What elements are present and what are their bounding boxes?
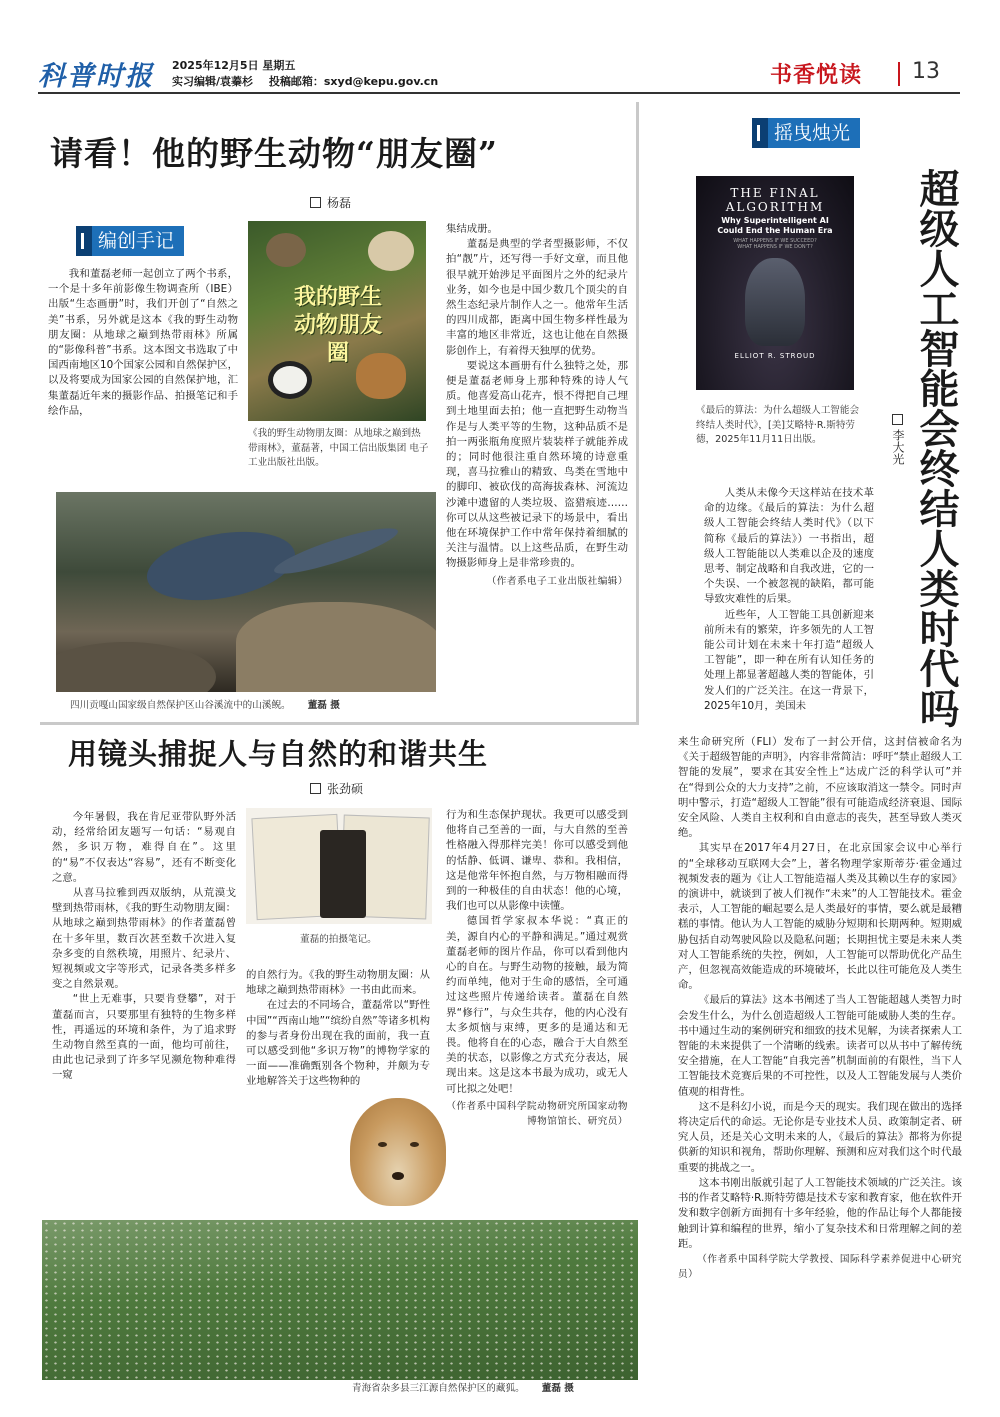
fox-eye [410,1142,419,1147]
article3-col-lower [678,735,962,1282]
paragraph: 近些年，人工智能工具创新迎来前所未有的繁荣，许多领先的人工智能公司计划在未来十年打造“超级人工智能”，即一种在所有认知任务的处理上都显著超越人类的智能体，引发人们的广泛关注。在这一背景下，2025年10月，美国未 [704,608,874,712]
article3-byline [890,414,907,465]
editor-text: 实习编辑/袁蓁杉 [172,75,254,88]
article1-title: 请看！他的野生动物“朋友圈” [50,134,498,173]
caption-text: 四川贡嘎山国家级自然保护区山谷溪流中的山溪鲵。 [70,700,291,711]
cover-animal-shape [368,231,414,271]
paragraph: 今年暑假，我在肯尼亚带队野外活动，经常给团友题写一句话：“易观自然，多识万物，难得自在”。这里的“易”不仅表达“容易”，还有不断变化之意。 [52,811,236,884]
article2-footnote: （作者系中国科学院动物研究所国家动物博物馆馆长、研究员） [446,1100,628,1127]
paragraph: 在过去的不同场合，董磊常以“野性中国”“西南山地”“缤纷自然”等诸多机构的参与者身份出现在我的面前，我一直可以感受到他“多识万物”的博物学家的一面——准确甄别各个物种，并颇为专业地解答关于这些物种的 [246,999,430,1088]
article1-tag-label: 编创手记 [98,230,175,252]
article2-col3 [446,808,628,1129]
byline-box [310,783,321,794]
paragraph: 《最后的算法》这本书阐述了当人工智能超越人类智力时会发生什么，为什么创造超级人工智能可能威胁人类的生存。书中通过生动的案例研究和细致的技术见解，为读者探索人工智能的未来提供了一个清晰的线索。读者可以从书中了解传统安全措施，在人工智能“自我完善”机制面前的有限性，当下人工智能技术竞赛后果的不可控性，以及人工智能发展与人类价值观的相背性。 [678,994,962,1098]
book-small1: WHAT HAPPENS IF WE SUCCEED? [733,238,817,244]
paragraph: 董磊是典型的学者型摄影师，不仅拍“靓”片，还写得一手好文章，而且他很早就开始涉足平面图片之外的纪录片业务，如今也是中国少数几个顶尖的自然生态纪录片制作人之一。他常年生活的四川成都，距离中国生物多样性最为丰富的地区非常近，这也让他在自然摄影创作上，有着得天独厚的优势。 [446,238,628,357]
fox-eye [378,1142,387,1147]
notebook-cover [320,830,366,918]
article3-tag [752,118,860,148]
article2-author: 张劲硕 [327,782,364,796]
article2-col1 [52,810,236,1084]
article1-author: 杨磊 [327,196,352,210]
photo-notebook [246,808,432,924]
masthead-logo: 科普时报 [38,61,154,92]
masthead-rule [38,92,960,94]
notebook-caption: 董磊的拍摄笔记。 [300,934,377,945]
rock-shape [236,602,436,692]
caption-text: 青海省杂多县三江源自然保护区的藏狐。 [352,1383,525,1394]
article1-byline [310,194,351,211]
photo-salamander-caption [70,699,440,714]
paragraph: 这本书刚出版就引起了人工智能技术领域的广泛关注。该书的作者艾略特·R.斯特劳德是技术专家和教育家，他在软件开发和数字创新方面拥有十多年经验，他的作品让每个人都能接触到计算和编程的世界，缩小了复杂技术和日常理解之间的差距。 [678,1176,962,1250]
book-subtitle: Why Superintelligent AI Could End the Human Era [717,216,833,235]
paragraph: 我和董磊老师一起创立了两个书系，一个是十多年前影像生物调查所（IBE）出版“生态画册”时，我们开创了“自然之美”书系，另外就是这本《我的野生动物朋友圈：从地球之巅到热带雨林》所属的“影像科普”书系。这本图文书选取了中国西南地区10个国家公园和自然保护区，以及将要成为国家公园的自然保护地，汇集董磊近年来的摄影作品、拍摄笔记和手绘作品， [48,268,238,417]
masthead-editor [172,73,438,89]
photo-fox-caption [352,1382,574,1397]
article3-author: 李大光 [891,429,905,465]
article3-footnote: （作者系中国科学院大学教授、国际科学素养促进中心研究员） [678,1253,962,1280]
section-title: 书香悦读 [770,63,863,88]
paragraph: 集结成册。 [446,223,498,235]
book-robot-head [745,258,805,346]
book-cover-algorithm [696,176,854,390]
article1-tag [76,226,184,256]
byline-box [892,414,903,425]
article1-col3 [446,222,628,589]
paragraph: 其实早在2017年4月27日，在北京国家会议中心举行的“全球移动互联网大会”上，著名物理学家斯蒂芬·霍金通过视频发表的题为《让人工智能造福人类及其赖以生存的家园》的演讲中，就谈到了被人们视作“未来”的人工智能技术。霍金表示，人工智能的崛起要么是人类最好的事情，要么就是最糟糕的事情。他认为人工智能的威胁分短期和长期两种。短期威胁包括自动驾驶风险以及隐私问题；长期担忧主要是未来人类对人工智能系统的失控，例如，人工智能可以帮助优化产品生产，但忽视高效能造成的环境破坏，长此以往可能危及人类生命。 [678,842,962,992]
article1-footnote: （作者系电子工业出版社编辑） [486,575,628,587]
photo-salamander [56,492,436,692]
masthead-date: 2025年12月5日 星期五 [172,59,296,72]
k-logo-icon [76,226,92,256]
paragraph: 行为和生态保护现状。我更可以感受到他将自己至善的一面，与大自然的至善性格融入得那样完美！你可以感受到他的恬静、低调、谦卑、恭和。我相信，这是他常年怀抱自然，与万物相融而得到的一种极佳的自由状态！他的心境，我们也可以从影像中读懂。 [446,809,628,913]
paragraph: 来生命研究所（FLI）发布了一封公开信，这封信被命名为《关于超级智能的声明》，内容非常简洁：呼吁“禁止超级人工智能的发展”，要求在其安全性上“达成广泛的科学认可”并在“得到公众的大力支持”之前，不应该取消这一禁令。同时声明中警示，打造“超级人工智能”很有可能造成经济衰退、国际安全风险、人类自主权利和自由意志的丧失，甚至导致人类灭绝。 [678,736,962,840]
paragraph: 从喜马拉雅到西双版纳，从荒漠戈壁到热带雨林，《我的野生动物朋友圈：从地球之巅到热带雨林》的作者董磊曾在十多年里，数百次甚至数千次进入复杂多变的自然秩境，用照片、纪录片、短视频或文字等形式，记录各类多样多变之自然景观。 [52,887,236,991]
book-cover-wildlife [248,221,426,421]
paragraph: 要说这本画册有什么独特之处，那便是董磊老师身上那种特殊的诗人气质。他喜爱高山花卉，恨不得把自己埋到土地里面去拍；他一直把野生动物当作是与人类平等的生物，这种品质不是拍一两张瓶角度照片装装样子就能养成的；同时他很注重自然环境的诗意重现，喜马拉雅山的精致、鸟类在雪地中的脚印、被砍伐的高海拔森林、河流边沙滩中遗留的人类垃圾、盗猎痕迹……你可以从这些被记录下的场景中，看出他在环境保护工作中常年保持着细腻的关注与温情。以上这些品质，在野生动物摄影师身上是非常珍贵的。 [446,359,628,570]
book-title-line1: THE FINAL [730,186,820,200]
section-divider [898,62,900,86]
paragraph: 人类从未像今天这样站在技术革命的边缘。《最后的算法：为什么超级人工智能会终结人类时代》（以下简称《最后的算法》）一书指出，超级人工智能能以人类难以企及的速度思考、制定战略和自我改进，它的一个失误、一个被忽视的缺陷，都可能导致灾难性的后果。 [704,487,874,606]
book-small2: WHAT HAPPENS IF WE DON'T? [737,244,813,250]
article2-col2 [246,968,430,1090]
photo-fox-meadow [42,1220,638,1380]
email-text: 投稿邮箱：sxyd@kepu.gov.cn [268,75,439,88]
article3-col-upper [704,486,874,714]
paragraph: 德国哲学家叔本华说：“真正的美，源自内心的平静和满足。”通过观赏董磊老师的图片作品，你可以看到他内心的自在。与野生动物的接触，最为简约而单纯，他对于生命的感悟，全可通过这些照片传递给读者。董磊在自然界“修行”，与众生共存，他的内心没有太多烦恼与束缚，更多的是通达和无畏。他将自在的心态，融合于大自然至美的状态，以影像之方式充分表达，展现出来。这是这本书最为成功，或无人可比拟之处吧！ [446,915,628,1095]
book-cover-title: 我的野生动物朋友圈 [293,284,382,366]
rock-shape [56,642,216,692]
article1-col1 [48,267,238,419]
article2-title: 用镜头捕捉人与自然的和谐共生 [68,737,489,771]
fox-head [350,1098,446,1206]
photo-credit: 董磊 摄 [541,1383,574,1394]
byline-box [310,197,321,208]
cover-animal-shape [266,233,306,267]
fox-nose [392,1172,404,1180]
paragraph: 这不是科幻小说，而是今天的现实。我们现在做出的选择将决定后代的命运。无论你是专业技术人员、政策制定者、研究人员，还是关心文明未来的人，《最后的算法》都将为你提供新的知识和视角，帮助你理解、预测和应对我们这个时代最重要的挑战之一。 [678,1100,962,1174]
book-title-line2: ALGORITHM [725,200,825,214]
photo-credit: 董磊 摄 [307,700,340,711]
page-number: 13 [912,59,940,84]
paragraph: 的自然行为。《我的野生动物朋友圈：从地球之巅到热带雨林》一书由此而来。 [246,969,430,997]
book-author: ELLIOT R. STROUD [734,352,816,360]
article2-byline [310,780,363,797]
book-caption-wildlife: 《我的野生动物朋友圈：从地球之巅到热带雨林》，董磊著，中国工信出版集团 电子工业出版社出版。 [248,428,429,468]
article3-title: 超级人工智能会终结人类时代吗 [913,168,960,728]
paragraph: “世上无难事，只要肯登攀”，对于董磊而言，只要那里有独特的生物多样性，再遥远的环境和条件，为了追求野生动物自然至真的一面，他均可前往，由此也记录到了许多罕见濒危物种难得一窥 [52,993,236,1082]
book-caption-algorithm: 《最后的算法：为什么超级人工智能会终结人类时代》，[美]艾略特·R.斯特劳德，2025年11月11日出版。 [696,405,860,445]
article3-tag-label: 摇曳烛光 [774,122,851,144]
meadow-flowers [42,1220,638,1380]
k-logo-icon [752,118,768,148]
